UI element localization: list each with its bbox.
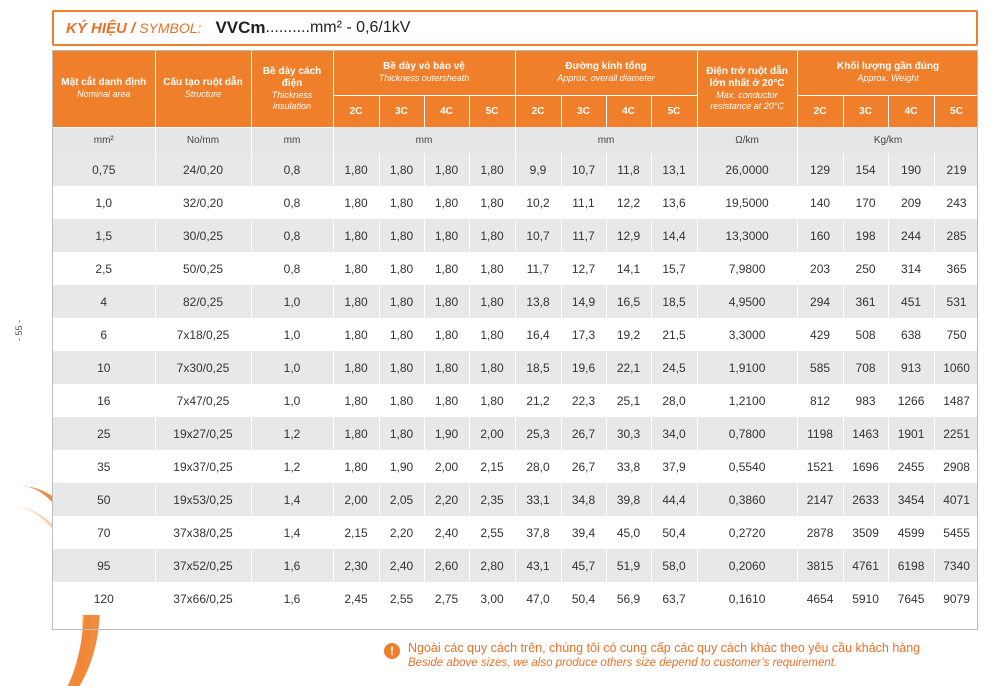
table-cell: 37,9	[651, 450, 697, 483]
table-cell: 6198	[888, 549, 934, 582]
table-cell: 45,7	[561, 549, 606, 582]
table-cell: 1,80	[379, 252, 424, 285]
table-cell: 1,80	[333, 186, 379, 219]
table-row	[53, 384, 978, 417]
table-cell: 10,7	[515, 219, 561, 252]
table-cell: 1,0	[53, 186, 155, 219]
table-cell: 50	[53, 483, 155, 516]
table-cell: 1,0	[251, 384, 333, 417]
table-cell: 2,20	[379, 516, 424, 549]
table-cell: 7,9800	[697, 252, 797, 285]
table-cell: 2,15	[469, 450, 515, 483]
table-cell: 3,3000	[697, 318, 797, 351]
header-resistance: Điện trở ruột dẫn lớn nhất ở 20°C Max. conductor resistance at 20°C	[697, 51, 797, 127]
table-cell: 6	[53, 318, 155, 351]
table-cell: 1,80	[379, 219, 424, 252]
table-cell: 1,80	[333, 351, 379, 384]
table-cell: 19x37/0,25	[155, 450, 251, 483]
table-cell: 10	[53, 351, 155, 384]
table-cell: 34,0	[651, 417, 697, 450]
table-cell: 19,5000	[697, 186, 797, 219]
table-cell: 0,75	[53, 153, 155, 186]
table-cell: 531	[934, 285, 978, 318]
table-cell: 5910	[843, 582, 888, 615]
table-cell: 56,9	[606, 582, 651, 615]
table-cell: 7x18/0,25	[155, 318, 251, 351]
units-row	[53, 127, 978, 153]
table-cell: 1060	[934, 351, 978, 384]
table-cell: 0,3860	[697, 483, 797, 516]
table-cell: 1,80	[379, 285, 424, 318]
table-cell: 2147	[797, 483, 843, 516]
table-cell: 21,2	[515, 384, 561, 417]
header-core: 5C	[651, 95, 697, 127]
table-cell: 12,2	[606, 186, 651, 219]
table-cell: 2,05	[379, 483, 424, 516]
table-cell: 37x66/0,25	[155, 582, 251, 615]
table-cell: 1,2100	[697, 384, 797, 417]
table-cell: 25,1	[606, 384, 651, 417]
table-cell: 25	[53, 417, 155, 450]
table-cell: 1,2	[251, 417, 333, 450]
table-cell: 2251	[934, 417, 978, 450]
table-cell: 1,80	[424, 153, 469, 186]
header-structure: Cấu tạo ruột dẫn Structure	[155, 51, 251, 127]
table-cell: 0,8	[251, 153, 333, 186]
table-cell: 285	[934, 219, 978, 252]
table-cell: 16,5	[606, 285, 651, 318]
table-cell: 32/0,20	[155, 186, 251, 219]
table-cell: 2455	[888, 450, 934, 483]
table-cell: 2,5	[53, 252, 155, 285]
table-cell: 4	[53, 285, 155, 318]
page-number: - 55 -	[14, 319, 24, 341]
table-cell: 1,80	[424, 186, 469, 219]
table-cell: 294	[797, 285, 843, 318]
table-row	[53, 318, 978, 351]
table-cell: 0,2720	[697, 516, 797, 549]
table-cell: 19x27/0,25	[155, 417, 251, 450]
table-cell: 82/0,25	[155, 285, 251, 318]
header-insulation: Bề dày cách điện Thickness insulation	[251, 51, 333, 127]
table-cell: 21,5	[651, 318, 697, 351]
table-cell: 160	[797, 219, 843, 252]
table-cell: 7340	[934, 549, 978, 582]
table-cell: 1,80	[333, 219, 379, 252]
table-row	[53, 450, 978, 483]
table-row	[53, 582, 978, 615]
unit-cell: mm	[333, 127, 515, 153]
table-row	[53, 285, 978, 318]
table-cell: 1,2	[251, 450, 333, 483]
table-cell: 1,80	[379, 384, 424, 417]
header-core: 2C	[797, 95, 843, 127]
table-cell: 10,7	[561, 153, 606, 186]
table-cell: 28,0	[515, 450, 561, 483]
table-cell: 7645	[888, 582, 934, 615]
table-cell: 0,8	[251, 252, 333, 285]
table-cell: 37x38/0,25	[155, 516, 251, 549]
table-cell: 45,0	[606, 516, 651, 549]
table-cell: 15,7	[651, 252, 697, 285]
table-cell: 1,6	[251, 582, 333, 615]
table-cell: 2,75	[424, 582, 469, 615]
table-cell: 1,80	[469, 351, 515, 384]
table-cell: 129	[797, 153, 843, 186]
table-cell: 2,00	[424, 450, 469, 483]
table-cell: 812	[797, 384, 843, 417]
table-cell: 1,80	[469, 252, 515, 285]
table-cell: 1,90	[424, 417, 469, 450]
table-cell: 11,7	[561, 219, 606, 252]
table-cell: 50,4	[651, 516, 697, 549]
table-cell: 1,80	[379, 153, 424, 186]
table-cell: 190	[888, 153, 934, 186]
header-core: 2C	[333, 95, 379, 127]
unit-cell: Kg/km	[797, 127, 978, 153]
table-cell: 33,1	[515, 483, 561, 516]
header-core: 3C	[379, 95, 424, 127]
table-cell: 18,5	[651, 285, 697, 318]
table-cell: 3454	[888, 483, 934, 516]
table-cell: 2,35	[469, 483, 515, 516]
table-cell: 34,8	[561, 483, 606, 516]
header-core: 3C	[843, 95, 888, 127]
table-cell: 361	[843, 285, 888, 318]
spec-table	[53, 51, 978, 615]
table-cell: 2,20	[424, 483, 469, 516]
header-core: 3C	[561, 95, 606, 127]
table-cell: 2908	[934, 450, 978, 483]
table-cell: 16,4	[515, 318, 561, 351]
table-cell: 198	[843, 219, 888, 252]
table-cell: 250	[843, 252, 888, 285]
table-cell: 1521	[797, 450, 843, 483]
table-cell: 1,80	[333, 285, 379, 318]
table-cell: 58,0	[651, 549, 697, 582]
table-cell: 508	[843, 318, 888, 351]
table-cell: 24/0,20	[155, 153, 251, 186]
header-core: 4C	[606, 95, 651, 127]
table-cell: 2,00	[469, 417, 515, 450]
table-cell: 4,9500	[697, 285, 797, 318]
table-cell: 2,55	[469, 516, 515, 549]
header-weight: Khối lượng gần đúng Approx. Weight	[797, 51, 978, 95]
table-cell: 43,1	[515, 549, 561, 582]
table-cell: 170	[843, 186, 888, 219]
table-cell: 13,3000	[697, 219, 797, 252]
table-cell: 1,80	[469, 153, 515, 186]
table-cell: 26,7	[561, 450, 606, 483]
table-cell: 47,0	[515, 582, 561, 615]
unit-cell: mm	[251, 127, 333, 153]
table-cell: 1,0	[251, 285, 333, 318]
table-cell: 203	[797, 252, 843, 285]
table-cell: 0,8	[251, 186, 333, 219]
unit-cell: Ω/km	[697, 127, 797, 153]
table-cell: 4071	[934, 483, 978, 516]
header-nominal-area: Mặt cắt danh định Nominal area	[53, 51, 155, 127]
table-cell: 154	[843, 153, 888, 186]
table-cell: 50/0,25	[155, 252, 251, 285]
table-cell: 2,40	[424, 516, 469, 549]
table-cell: 95	[53, 549, 155, 582]
table-cell: 0,1610	[697, 582, 797, 615]
table-cell: 26,7	[561, 417, 606, 450]
table-cell: 365	[934, 252, 978, 285]
cable-code: VVCm	[215, 18, 266, 37]
header-core: 5C	[934, 95, 978, 127]
table-cell: 19,2	[606, 318, 651, 351]
table-cell: 1,80	[424, 318, 469, 351]
table-cell: 1,80	[379, 186, 424, 219]
table-cell: 2,30	[333, 549, 379, 582]
table-cell: 2633	[843, 483, 888, 516]
table-cell: 33,8	[606, 450, 651, 483]
exclamation-icon: !	[384, 643, 400, 659]
table-cell: 4761	[843, 549, 888, 582]
table-cell: 1,80	[333, 153, 379, 186]
spec-table-container	[52, 50, 978, 630]
table-cell: 7x30/0,25	[155, 351, 251, 384]
symbol-label-en: SYMBOL:	[139, 20, 202, 36]
table-cell: 2,80	[469, 549, 515, 582]
table-cell: 2,15	[333, 516, 379, 549]
table-cell: 44,4	[651, 483, 697, 516]
table-cell: 37x52/0,25	[155, 549, 251, 582]
table-cell: 13,8	[515, 285, 561, 318]
table-cell: 1,80	[333, 252, 379, 285]
symbol-bar	[52, 10, 978, 46]
table-cell: 2,40	[379, 549, 424, 582]
table-cell: 2,00	[333, 483, 379, 516]
table-cell: 70	[53, 516, 155, 549]
table-cell: 17,3	[561, 318, 606, 351]
table-cell: 3509	[843, 516, 888, 549]
table-cell: 18,5	[515, 351, 561, 384]
table-cell: 22,3	[561, 384, 606, 417]
spec-table-body	[53, 127, 978, 615]
table-cell: 25,3	[515, 417, 561, 450]
table-cell: 0,7800	[697, 417, 797, 450]
table-cell: 11,1	[561, 186, 606, 219]
table-cell: 37,8	[515, 516, 561, 549]
table-cell: 1,9100	[697, 351, 797, 384]
table-row	[53, 186, 978, 219]
table-row	[53, 219, 978, 252]
table-cell: 314	[888, 252, 934, 285]
table-cell: 983	[843, 384, 888, 417]
table-cell: 13,6	[651, 186, 697, 219]
header-core: 4C	[424, 95, 469, 127]
unit-cell: No/mm	[155, 127, 251, 153]
table-cell: 63,7	[651, 582, 697, 615]
table-cell: 1,0	[251, 351, 333, 384]
table-cell: 1,80	[469, 384, 515, 417]
table-cell: 0,8	[251, 219, 333, 252]
table-cell: 1463	[843, 417, 888, 450]
table-cell: 244	[888, 219, 934, 252]
table-cell: 35	[53, 450, 155, 483]
header-core: 4C	[888, 95, 934, 127]
table-cell: 14,4	[651, 219, 697, 252]
table-cell: 140	[797, 186, 843, 219]
table-cell: 1,0	[251, 318, 333, 351]
table-row	[53, 483, 978, 516]
table-cell: 24,5	[651, 351, 697, 384]
table-cell: 1,4	[251, 516, 333, 549]
table-cell: 585	[797, 351, 843, 384]
table-cell: 750	[934, 318, 978, 351]
header-sheath: Bề dày vỏ bảo vệ Thickness outersheath	[333, 51, 515, 95]
table-cell: 30/0,25	[155, 219, 251, 252]
table-cell: 19,6	[561, 351, 606, 384]
table-cell: 7x47/0,25	[155, 384, 251, 417]
footnote	[384, 640, 984, 680]
table-cell: 26,0000	[697, 153, 797, 186]
header-diameter: Đường kính tổng Approx. overall diameter	[515, 51, 697, 95]
table-cell: 11,8	[606, 153, 651, 186]
table-cell: 3,00	[469, 582, 515, 615]
table-cell: 19x53/0,25	[155, 483, 251, 516]
table-row	[53, 252, 978, 285]
table-cell: 638	[888, 318, 934, 351]
table-row	[53, 417, 978, 450]
footnote-vi: Ngoài các quy cách trên, chúng tôi có cung cấp các quy cách khác theo yêu cầu khách hàng	[408, 641, 921, 655]
table-cell: 1198	[797, 417, 843, 450]
table-cell: 5455	[934, 516, 978, 549]
table-cell: 2878	[797, 516, 843, 549]
table-cell: 1,80	[424, 252, 469, 285]
table-cell: 1,80	[333, 450, 379, 483]
table-cell: 2,45	[333, 582, 379, 615]
table-cell: 14,9	[561, 285, 606, 318]
table-cell: 1487	[934, 384, 978, 417]
table-cell: 9,9	[515, 153, 561, 186]
table-cell: 1,80	[379, 351, 424, 384]
table-cell: 50,4	[561, 582, 606, 615]
table-cell: 1,80	[424, 219, 469, 252]
table-cell: 1,90	[379, 450, 424, 483]
table-cell: 708	[843, 351, 888, 384]
header-core: 5C	[469, 95, 515, 127]
unit-cell: mm	[515, 127, 697, 153]
table-cell: 120	[53, 582, 155, 615]
table-cell: 1,4	[251, 483, 333, 516]
table-cell: 0,5540	[697, 450, 797, 483]
cable-spec: ..........mm² - 0,6/1kV	[265, 19, 411, 36]
table-cell: 1,80	[469, 318, 515, 351]
table-cell: 1901	[888, 417, 934, 450]
table-cell: 16	[53, 384, 155, 417]
table-cell: 1266	[888, 384, 934, 417]
table-cell: 2,55	[379, 582, 424, 615]
table-row	[53, 516, 978, 549]
table-cell: 1,80	[424, 384, 469, 417]
table-cell: 11,7	[515, 252, 561, 285]
table-cell: 2,60	[424, 549, 469, 582]
table-cell: 4599	[888, 516, 934, 549]
table-cell: 39,8	[606, 483, 651, 516]
table-cell: 1,80	[333, 384, 379, 417]
table-cell: 1,80	[379, 417, 424, 450]
table-cell: 1,5	[53, 219, 155, 252]
table-cell: 51,9	[606, 549, 651, 582]
table-cell: 243	[934, 186, 978, 219]
table-cell: 451	[888, 285, 934, 318]
table-cell: 1,80	[469, 186, 515, 219]
table-cell: 1,80	[424, 351, 469, 384]
table-cell: 4654	[797, 582, 843, 615]
table-cell: 429	[797, 318, 843, 351]
table-cell: 28,0	[651, 384, 697, 417]
table-row	[53, 351, 978, 384]
unit-cell: mm²	[53, 127, 155, 153]
table-cell: 30,3	[606, 417, 651, 450]
table-cell: 1,6	[251, 549, 333, 582]
table-row	[53, 549, 978, 582]
header-core: 2C	[515, 95, 561, 127]
footnote-en: Beside above sizes, we also produce others size depend to customer’s requirement.	[408, 657, 838, 669]
table-cell: 39,4	[561, 516, 606, 549]
table-cell: 12,7	[561, 252, 606, 285]
table-cell: 22,1	[606, 351, 651, 384]
symbol-label: KÝ HIỆU /	[66, 19, 136, 37]
table-cell: 1696	[843, 450, 888, 483]
table-cell: 1,80	[469, 285, 515, 318]
table-row	[53, 153, 978, 186]
table-cell: 1,80	[333, 417, 379, 450]
table-cell: 13,1	[651, 153, 697, 186]
table-cell: 1,80	[424, 285, 469, 318]
table-cell: 1,80	[333, 318, 379, 351]
table-cell: 209	[888, 186, 934, 219]
table-cell: 1,80	[379, 318, 424, 351]
table-cell: 1,80	[469, 219, 515, 252]
table-cell: 9079	[934, 582, 978, 615]
table-cell: 12,9	[606, 219, 651, 252]
table-cell: 10,2	[515, 186, 561, 219]
table-cell: 913	[888, 351, 934, 384]
table-cell: 0,2060	[697, 549, 797, 582]
table-cell: 3815	[797, 549, 843, 582]
table-cell: 219	[934, 153, 978, 186]
table-cell: 14,1	[606, 252, 651, 285]
